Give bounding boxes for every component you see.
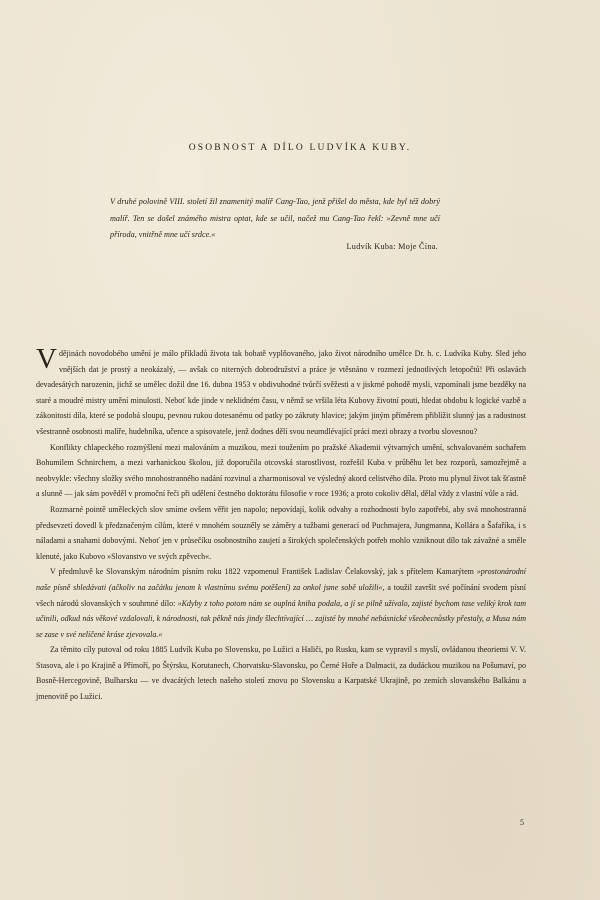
- drop-cap: V: [36, 343, 57, 375]
- paragraph-4-quote-2: »Kdyby z toho potom nám se ouplná kniha podala, a jí se pilně užívalo, zajisté bychom tase veliký krok tam učinili, odkud nás věkové vzdalovali, k národnosti, tak pěkně nás jindy šlechtívající … zajisté by mnohé nebásnické všeobecnůstky přestaly, a Musa nám se zase v své nelíčené kráse zjevovala.«: [36, 598, 526, 639]
- paragraph-4-text-a: V předmluvě ke Slovanským národním písním roku 1822 vzpomenul František Ladislav Čelakovský, jak s přítelem Kamarýtem: [50, 567, 477, 577]
- epigraph-text: V druhé polovině VIII. století žil znamenitý malíř Cang-Tao, jenž přišel do města, kde byl též dobrý malíř. Ten se došel známého mistra optat, kde se učil, načež mu Cang-Tao řekl: »Zevně mne učí příroda, vnitřně mne učí srdce.«: [110, 197, 440, 239]
- paragraph-4-quote-1: »prostonárodní naše písně shledávati (ačkoliv na začátku jenom k vlastnímu svému potěšení) za onkol jsme sobě uložili«: [36, 567, 526, 592]
- page-number: 5: [520, 818, 524, 827]
- page-title: OSOBNOST A DÍLO LUDVÍKA KUBY.: [188, 143, 412, 153]
- paragraph-4: [36, 564, 526, 642]
- article-body: [36, 343, 526, 705]
- paragraph-5: Za těmito cíly putoval od roku 1885 Ludvík Kuba po Slovensku, po Lužici a Haliči, po Rusku, kam se vypravil s myslí, ovládanou theoriemi V. V. Stasova, ale i po Krajině a Přímoří, po Štýrsku, Korutanech, Chorvatsku-Slavonsku, po Černé Hoře a Dalmacii, za dudáckou muzikou na Pošumaví, po Bosně-Hercegovině, Bulharsku — ve dvacátých letech našeho století znovu po Slovensku a Karpatské Ukrajině, po zemích slovanského Balkánu a jmenovitě po Lužici.: [36, 645, 526, 702]
- paragraph-2: Konflikty chlapeckého rozmýšlení mezi malováním a muzikou, mezi toužením po pražské Akademii výtvarných umění, schvalovaném sochařem Bohumilem Schnirchem, a mezi varhanickou školou, již doporučila otcovská starostlivost, rozřešil Kuba v průběhu let bez rozporů, samozřejmě a neobvykle: všechny složky svého mnohostranného nadání rozvinul a zharmonisoval ve výsledný akord celistvého díla. Proto mu plynul život tak šťastně a slunně — jak sám pověděl v promoční řeči při udělení čestného doktorátu filosofie v roce 1936; a proto cokoliv dělal, dělal vždy z vlastní vůle a rád.: [36, 442, 526, 499]
- paragraph-4-text-b: , a toužil završit své počínání svodem písní všech národů slovanských v souhrnné dílo:: [36, 582, 526, 608]
- epigraph-source: Ludvík Kuba: Moje Čína.: [346, 242, 438, 251]
- paragraph-1: [36, 343, 526, 440]
- paragraph-1-text: dějinách novodobého umění je málo příkladů života tak bohatě vyplňovaného, jako život národního umělce Dr. h. c. Ludvíka Kuby. Sled jeho vnějších dat je prostý a neokázalý, — avšak co niterných dobrodružství a práce je vtěsnáno v rozmezí jednotlivých letopočtů! Při oslavách devadesátých narozenin, jichž se umělec dožil dne 16. dubna 1953 v obdivuhodné tvůrčí svěžesti a v jiskrné pohodě mysli, vzpomínali jsme bezděky na staré a moudré mistry umění minulosti. Neboť kde jinde v neklidném času, v němž se vršila léta Kubovy životní pouti, hledat obdobu k logické vazbě a zákonitosti díla, které se podobá sloupu, pevnou rukou dotesanému od patky po zákruty hlavice; jakým jiným příměrem přiblížit slunný jas a radostnost všestranně osobnosti malíře, hudebníka, učence a spisovatele, jenž dodnes dělí svou neumdlévající práci mezi obrazy a tvorbu slovesnou?: [36, 349, 526, 436]
- paragraph-3: Rozmarné pointě uměleckých slov smíme ovšem věřit jen napolo; nepovídají, kolik odvahy a rozhodnosti bylo zapotřebí, aby svá mnohostranná předsevzetí dovedl k předznačeným cílům, které v mnohém souzněly se záměry a tužbami generací od Puchmajera, Jungmanna, Kollára a Šafaříka, i s náladami a snahami dobovými. Neboť jen v průsečíku osobnostního zaujetí a širokých společenských potřeb mohlo vzniknout dílo tak závažné a směle klenuté, jako Kubovo »Slovanstvo ve svých zpěvech«.: [36, 504, 526, 561]
